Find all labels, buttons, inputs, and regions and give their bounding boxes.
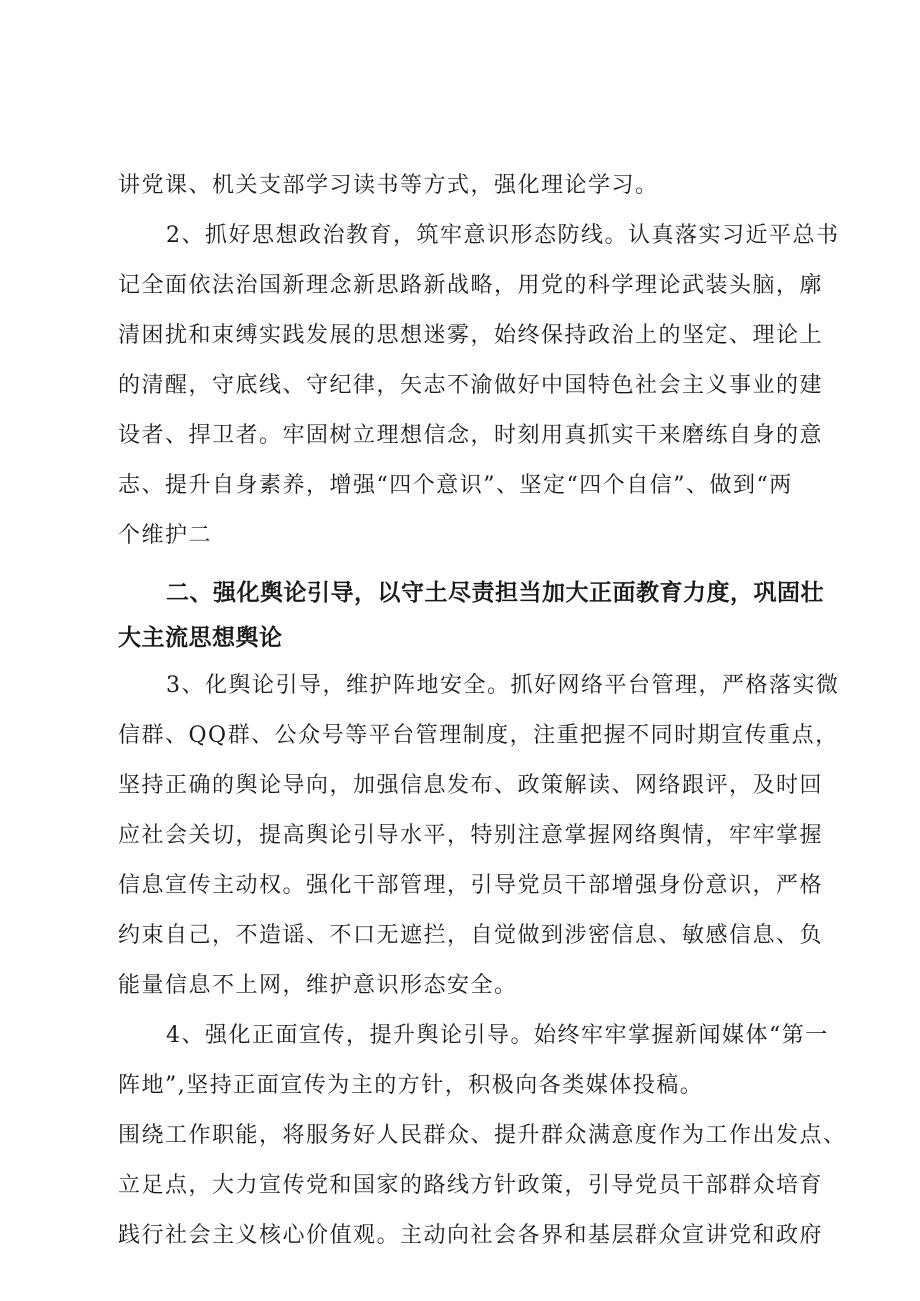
paragraph-2-line-4: 的清醒，守底线、守纪律，矢志不渝做好中国特色社会主义事业的建	[118, 373, 824, 398]
paragraph-4-line-3: 围绕工作职能，将服务好人民群众、提升群众满意度作为工作出发点、	[118, 1123, 847, 1148]
paragraph-3-line-1: 3、化舆论引导，维护阵地安全。抓好网络平台管理，严格落实微	[166, 673, 840, 698]
paragraph-4-line-1: 4、强化正面宣传，提升舆论引导。始终牢牢掌握新闻媒体“第一	[166, 1023, 829, 1048]
paragraph-2-line-5: 设者、捍卫者。牢固树立理想信念，时刻用真抓实干来磨练自身的意	[118, 423, 824, 448]
paragraph-2-line-3: 清困扰和束缚实践发展的思想迷雾，始终保持政治上的坚定、理论上	[118, 323, 824, 348]
section-heading-line-1: 二、强化舆论引导，以守土尽责担当加大正面教育力度，巩固壮	[166, 580, 824, 606]
paragraph-2-line-2: 记全面依法治国新理念新思路新战略，用党的科学理论武装头脑，廓	[118, 273, 824, 298]
section-heading-line-2: 大主流思想舆论	[118, 625, 283, 651]
paragraph-3-line-2: 信群、QQ群、公众号等平台管理制度，注重把握不同时期宣传重点，	[118, 723, 839, 748]
paragraph-2-line-6: 志、提升自身素养，增强“四个意识”、坚定“四个自信”、做到“两	[118, 473, 793, 498]
paragraph-3-line-4: 应社会关切，提高舆论引导水平，特别注意掌握网络舆情，牢牢掌握	[118, 823, 824, 848]
paragraph-3-line-5: 信息宣传主动权。强化干部管理，引导党员干部增强身份意识，严格	[118, 873, 824, 898]
paragraph-2-line-1: 2、抓好思想政治教育，筑牢意识形态防线。认真落实习近平总书	[166, 223, 840, 248]
paragraph-3-line-3: 坚持正确的舆论导向，加强信息发布、政策解读、网络跟评，及时回	[118, 773, 824, 798]
paragraph-3-line-7: 能量信息不上网，维护意识形态安全。	[118, 973, 518, 998]
paragraph-3-line-6: 约束自己，不造谣、不口无遮拦，自觉做到涉密信息、敏感信息、负	[118, 923, 824, 948]
paragraph-4-line-5: 践行社会主义核心价值观。主动向社会各界和基层群众宣讲党和政府	[118, 1223, 824, 1248]
paragraph-1-line-1: 讲党课、机关支部学习读书等方式，强化理论学习。	[118, 173, 659, 198]
paragraph-4-line-4: 立足点，大力宣传党和国家的路线方针政策，引导党员干部群众培育	[118, 1173, 824, 1198]
paragraph-4-line-2: 阵地”,坚持正面宣传为主的方针，积极向各类媒体投稿。	[118, 1073, 704, 1098]
paragraph-2-line-7: 个维护二	[118, 523, 213, 548]
